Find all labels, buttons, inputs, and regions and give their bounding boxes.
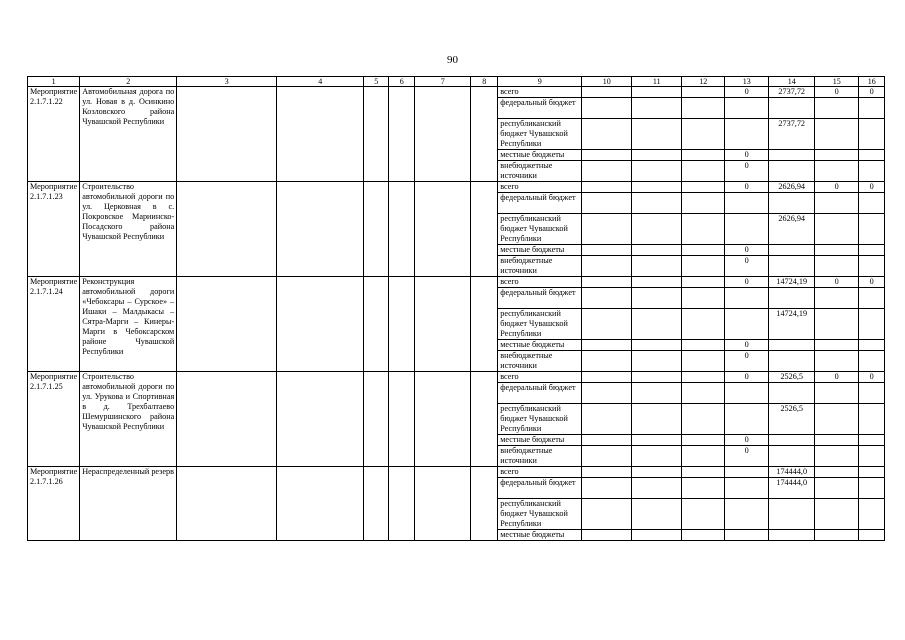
empty-cell xyxy=(632,435,682,446)
empty-cell xyxy=(582,150,632,161)
activity-code: Мероприятие 2.1.7.1.25 xyxy=(28,372,80,467)
empty-cell xyxy=(682,214,725,245)
empty-cell xyxy=(682,245,725,256)
empty-cell xyxy=(177,277,277,372)
empty-cell xyxy=(389,467,415,541)
funding-source: внебюджетные источники xyxy=(498,161,582,182)
value-col-16 xyxy=(859,478,885,499)
value-col-14: 2737,72 xyxy=(769,119,815,150)
value-col-13: 0 xyxy=(725,277,769,288)
empty-cell xyxy=(471,467,498,541)
value-col-13: 0 xyxy=(725,161,769,182)
value-col-16 xyxy=(859,150,885,161)
value-col-13 xyxy=(725,119,769,150)
value-col-14 xyxy=(769,150,815,161)
value-col-13 xyxy=(725,309,769,340)
empty-cell xyxy=(632,478,682,499)
empty-cell xyxy=(277,87,364,182)
value-col-15 xyxy=(815,288,859,309)
funding-source: внебюджетные источники xyxy=(498,446,582,467)
empty-cell xyxy=(364,182,389,277)
column-number: 7 xyxy=(415,77,471,87)
table-row xyxy=(28,467,885,478)
empty-cell xyxy=(632,193,682,214)
value-col-13: 0 xyxy=(725,182,769,193)
empty-cell xyxy=(632,87,682,98)
empty-cell xyxy=(582,245,632,256)
empty-cell xyxy=(632,383,682,404)
value-col-14 xyxy=(769,193,815,214)
value-col-15 xyxy=(815,351,859,372)
empty-cell xyxy=(277,182,364,277)
value-col-16: 0 xyxy=(859,277,885,288)
empty-cell xyxy=(415,372,471,467)
empty-cell xyxy=(582,98,632,119)
funding-source: республиканский бюджет Чувашской Республики xyxy=(498,404,582,435)
value-col-13: 0 xyxy=(725,150,769,161)
column-number: 6 xyxy=(389,77,415,87)
value-col-16 xyxy=(859,499,885,530)
empty-cell xyxy=(682,478,725,499)
empty-cell xyxy=(682,340,725,351)
activity-code: Мероприятие 2.1.7.1.23 xyxy=(28,182,80,277)
value-col-14 xyxy=(769,288,815,309)
empty-cell xyxy=(582,214,632,245)
column-number: 9 xyxy=(498,77,582,87)
empty-cell xyxy=(632,277,682,288)
value-col-16 xyxy=(859,161,885,182)
empty-cell xyxy=(364,467,389,541)
empty-cell xyxy=(582,530,632,541)
empty-cell xyxy=(415,87,471,182)
value-col-15 xyxy=(815,150,859,161)
empty-cell xyxy=(682,446,725,467)
column-number: 13 xyxy=(725,77,769,87)
value-col-14: 2526,5 xyxy=(769,404,815,435)
empty-cell xyxy=(582,182,632,193)
value-col-13 xyxy=(725,530,769,541)
funding-source: федеральный бюджет xyxy=(498,193,582,214)
empty-cell xyxy=(582,193,632,214)
empty-cell xyxy=(682,193,725,214)
empty-cell xyxy=(682,404,725,435)
empty-cell xyxy=(632,530,682,541)
value-col-16 xyxy=(859,404,885,435)
activity-name: Автомобильная дорога по ул. Новая в д. Осинкино Козловского района Чувашской Республики xyxy=(80,87,177,182)
value-col-14 xyxy=(769,351,815,372)
value-col-14 xyxy=(769,446,815,467)
value-col-15: 0 xyxy=(815,87,859,98)
column-number: 5 xyxy=(364,77,389,87)
value-col-13: 0 xyxy=(725,351,769,372)
value-col-13: 0 xyxy=(725,446,769,467)
funding-source: местные бюджеты xyxy=(498,530,582,541)
empty-cell xyxy=(471,372,498,467)
value-col-13: 0 xyxy=(725,256,769,277)
value-col-14 xyxy=(769,161,815,182)
column-number: 4 xyxy=(277,77,364,87)
value-col-13 xyxy=(725,404,769,435)
activity-code: Мероприятие 2.1.7.1.24 xyxy=(28,277,80,372)
activity-name: Нераспределенный резерв xyxy=(80,467,177,541)
empty-cell xyxy=(682,119,725,150)
empty-cell xyxy=(632,467,682,478)
value-col-15: 0 xyxy=(815,277,859,288)
value-col-13: 0 xyxy=(725,435,769,446)
empty-cell xyxy=(177,87,277,182)
value-col-16 xyxy=(859,351,885,372)
empty-cell xyxy=(471,277,498,372)
value-col-15 xyxy=(815,256,859,277)
value-col-16 xyxy=(859,340,885,351)
column-number: 2 xyxy=(80,77,177,87)
value-col-15 xyxy=(815,245,859,256)
column-number: 8 xyxy=(471,77,498,87)
funding-source: республиканский бюджет Чувашской Республики xyxy=(498,309,582,340)
value-col-16 xyxy=(859,256,885,277)
empty-cell xyxy=(632,256,682,277)
value-col-15 xyxy=(815,404,859,435)
empty-cell xyxy=(632,214,682,245)
empty-cell xyxy=(415,467,471,541)
empty-cell xyxy=(277,467,364,541)
funding-source: республиканский бюджет Чувашской Республики xyxy=(498,499,582,530)
empty-cell xyxy=(632,309,682,340)
value-col-15 xyxy=(815,446,859,467)
empty-cell xyxy=(682,499,725,530)
funding-source: республиканский бюджет Чувашской Республики xyxy=(498,214,582,245)
empty-cell xyxy=(682,277,725,288)
empty-cell xyxy=(177,182,277,277)
value-col-16: 0 xyxy=(859,372,885,383)
funding-source: всего xyxy=(498,467,582,478)
value-col-14 xyxy=(769,499,815,530)
empty-cell xyxy=(582,119,632,150)
empty-cell xyxy=(389,182,415,277)
empty-cell xyxy=(582,383,632,404)
value-col-14: 2526,5 xyxy=(769,372,815,383)
value-col-15 xyxy=(815,98,859,119)
value-col-16 xyxy=(859,193,885,214)
value-col-16 xyxy=(859,119,885,150)
value-col-15 xyxy=(815,214,859,245)
empty-cell xyxy=(582,478,632,499)
funding-source: всего xyxy=(498,372,582,383)
value-col-13 xyxy=(725,288,769,309)
empty-cell xyxy=(632,351,682,372)
empty-cell xyxy=(682,87,725,98)
empty-cell xyxy=(582,372,632,383)
value-col-13 xyxy=(725,98,769,119)
value-col-15 xyxy=(815,467,859,478)
value-col-13: 0 xyxy=(725,87,769,98)
value-col-13 xyxy=(725,499,769,530)
funding-source: внебюджетные источники xyxy=(498,256,582,277)
empty-cell xyxy=(632,119,682,150)
empty-cell xyxy=(415,182,471,277)
value-col-14 xyxy=(769,435,815,446)
empty-cell xyxy=(277,372,364,467)
value-col-15 xyxy=(815,119,859,150)
column-number: 16 xyxy=(859,77,885,87)
funding-source: всего xyxy=(498,277,582,288)
empty-cell xyxy=(682,372,725,383)
value-col-13 xyxy=(725,383,769,404)
empty-cell xyxy=(364,87,389,182)
empty-cell xyxy=(682,435,725,446)
empty-cell xyxy=(582,404,632,435)
value-col-14: 2626,94 xyxy=(769,214,815,245)
value-col-16 xyxy=(859,245,885,256)
funding-source: местные бюджеты xyxy=(498,150,582,161)
empty-cell xyxy=(632,446,682,467)
empty-cell xyxy=(682,182,725,193)
table-row xyxy=(28,277,885,288)
funding-source: всего xyxy=(498,182,582,193)
value-col-15 xyxy=(815,340,859,351)
empty-cell xyxy=(582,309,632,340)
activity-name: Строительство автомобильной дороги по ул. Церковная в с. Покровское Мариинско-Посадского района Чувашской Республики xyxy=(80,182,177,277)
empty-cell xyxy=(632,182,682,193)
empty-cell xyxy=(682,467,725,478)
budget-table xyxy=(27,76,885,541)
funding-source: внебюджетные источники xyxy=(498,351,582,372)
table-row xyxy=(28,87,885,98)
empty-cell xyxy=(364,372,389,467)
value-col-15 xyxy=(815,193,859,214)
empty-cell xyxy=(582,288,632,309)
empty-cell xyxy=(632,245,682,256)
value-col-16 xyxy=(859,98,885,119)
empty-cell xyxy=(632,499,682,530)
value-col-16 xyxy=(859,214,885,245)
empty-cell xyxy=(582,340,632,351)
empty-cell xyxy=(632,404,682,435)
value-col-14: 14724,19 xyxy=(769,309,815,340)
value-col-14 xyxy=(769,245,815,256)
value-col-16 xyxy=(859,309,885,340)
value-col-15 xyxy=(815,530,859,541)
column-number: 1 xyxy=(28,77,80,87)
empty-cell xyxy=(582,277,632,288)
value-col-16 xyxy=(859,467,885,478)
empty-cell xyxy=(632,288,682,309)
empty-cell xyxy=(582,256,632,277)
empty-cell xyxy=(632,372,682,383)
empty-cell xyxy=(177,372,277,467)
value-col-15 xyxy=(815,478,859,499)
empty-cell xyxy=(632,98,682,119)
empty-cell xyxy=(632,150,682,161)
value-col-14 xyxy=(769,383,815,404)
empty-cell xyxy=(389,277,415,372)
empty-cell xyxy=(389,372,415,467)
value-col-13: 0 xyxy=(725,340,769,351)
empty-cell xyxy=(277,277,364,372)
value-col-15: 0 xyxy=(815,182,859,193)
activity-name: Строительство автомобильной дороги по ул. Урукова и Спортивная в д. Трехбалтаево Шемуршинского района Чувашской Республики xyxy=(80,372,177,467)
column-number: 10 xyxy=(582,77,632,87)
value-col-15 xyxy=(815,499,859,530)
value-col-15 xyxy=(815,309,859,340)
column-number: 12 xyxy=(682,77,725,87)
activity-name: Реконструкция автомобильной дороги «Чебоксары – Сурское» – Ишаки – Малдыкасы – Сятра-Марги – Кинеры-Марги в Чебоксарском районе Чувашской Республики xyxy=(80,277,177,372)
page-number: 90 xyxy=(447,54,458,66)
value-col-16 xyxy=(859,288,885,309)
column-number: 15 xyxy=(815,77,859,87)
funding-source: республиканский бюджет Чувашской Республики xyxy=(498,119,582,150)
funding-source: местные бюджеты xyxy=(498,340,582,351)
empty-cell xyxy=(682,530,725,541)
table-row xyxy=(28,182,885,193)
value-col-14 xyxy=(769,340,815,351)
value-col-13: 0 xyxy=(725,372,769,383)
empty-cell xyxy=(582,351,632,372)
funding-source: федеральный бюджет xyxy=(498,478,582,499)
table-row xyxy=(28,372,885,383)
empty-cell xyxy=(682,256,725,277)
column-number-row xyxy=(28,77,885,87)
empty-cell xyxy=(682,98,725,119)
funding-source: федеральный бюджет xyxy=(498,383,582,404)
value-col-14 xyxy=(769,530,815,541)
value-col-15 xyxy=(815,161,859,182)
value-col-14: 174444,0 xyxy=(769,467,815,478)
empty-cell xyxy=(682,288,725,309)
value-col-13 xyxy=(725,478,769,499)
empty-cell xyxy=(682,383,725,404)
empty-cell xyxy=(471,87,498,182)
value-col-15 xyxy=(815,383,859,404)
empty-cell xyxy=(582,499,632,530)
value-col-16 xyxy=(859,446,885,467)
funding-source: всего xyxy=(498,87,582,98)
funding-source: местные бюджеты xyxy=(498,435,582,446)
value-col-14: 14724,19 xyxy=(769,277,815,288)
value-col-13: 0 xyxy=(725,245,769,256)
value-col-16: 0 xyxy=(859,182,885,193)
empty-cell xyxy=(415,277,471,372)
value-col-15: 0 xyxy=(815,372,859,383)
value-col-14: 2737,72 xyxy=(769,87,815,98)
empty-cell xyxy=(682,161,725,182)
funding-source: федеральный бюджет xyxy=(498,98,582,119)
value-col-14: 174444,0 xyxy=(769,478,815,499)
funding-source: местные бюджеты xyxy=(498,245,582,256)
table-body xyxy=(28,77,885,541)
value-col-13 xyxy=(725,214,769,245)
column-number: 11 xyxy=(632,77,682,87)
value-col-14: 2626,94 xyxy=(769,182,815,193)
value-col-15 xyxy=(815,435,859,446)
empty-cell xyxy=(471,182,498,277)
value-col-16 xyxy=(859,435,885,446)
empty-cell xyxy=(682,351,725,372)
empty-cell xyxy=(682,309,725,340)
value-col-14 xyxy=(769,256,815,277)
empty-cell xyxy=(632,161,682,182)
empty-cell xyxy=(582,467,632,478)
column-number: 3 xyxy=(177,77,277,87)
empty-cell xyxy=(582,446,632,467)
empty-cell xyxy=(682,150,725,161)
empty-cell xyxy=(582,87,632,98)
activity-code: Мероприятие 2.1.7.1.26 xyxy=(28,467,80,541)
value-col-14 xyxy=(769,98,815,119)
value-col-16 xyxy=(859,530,885,541)
column-number: 14 xyxy=(769,77,815,87)
value-col-13 xyxy=(725,193,769,214)
value-col-16 xyxy=(859,383,885,404)
activity-code: Мероприятие 2.1.7.1.22 xyxy=(28,87,80,182)
value-col-16: 0 xyxy=(859,87,885,98)
empty-cell xyxy=(177,467,277,541)
empty-cell xyxy=(582,161,632,182)
empty-cell xyxy=(582,435,632,446)
empty-cell xyxy=(364,277,389,372)
empty-cell xyxy=(389,87,415,182)
empty-cell xyxy=(632,340,682,351)
value-col-13 xyxy=(725,467,769,478)
funding-source: федеральный бюджет xyxy=(498,288,582,309)
